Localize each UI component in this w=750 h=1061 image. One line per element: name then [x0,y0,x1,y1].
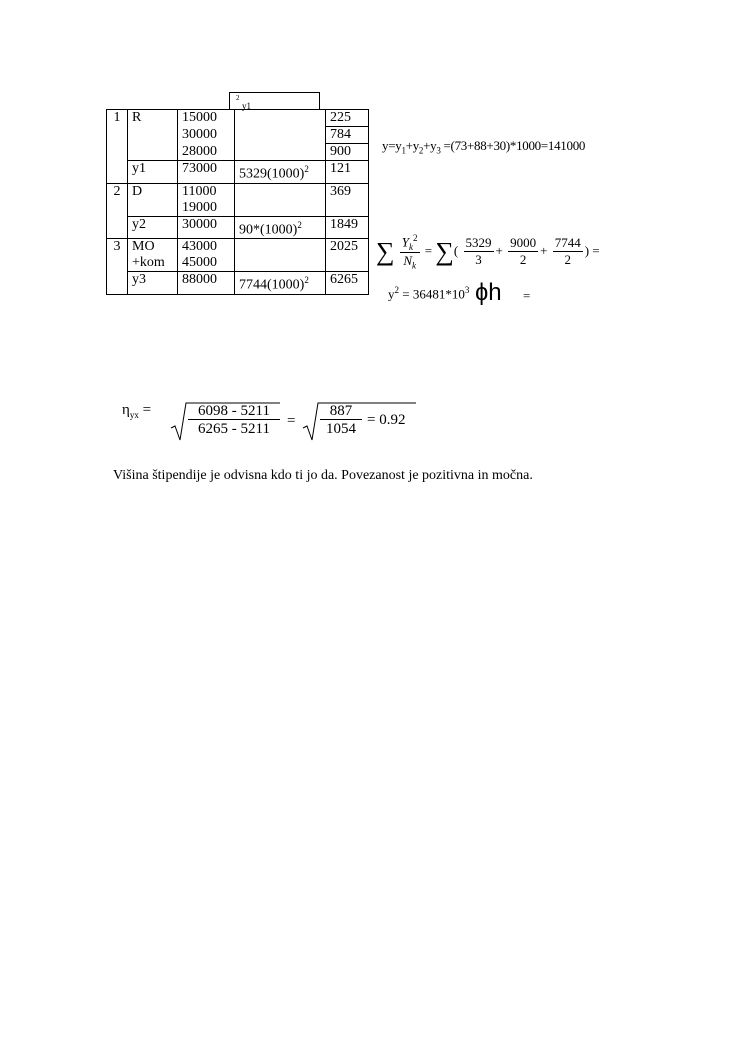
table-row [107,200,369,217]
cell-group-no [107,127,128,144]
cell-last: 900 [326,144,369,161]
cell-group-no: 2 [107,183,128,200]
cell-value: 30000 [178,216,235,239]
table-header-y1-squared [229,92,320,109]
cell-square [235,161,326,184]
cell-square [235,200,326,217]
square-exponent: 2 [304,275,309,286]
cell-value: 19000 [178,200,235,217]
cell-label [128,144,178,161]
cell-group-no [107,272,128,295]
cell-label: y2 [128,216,178,239]
table-row [107,161,369,184]
square-value: 90*(1000) [239,222,298,238]
square-value: 7744(1000) [239,277,305,293]
formula-eta: $\eta_{yx}$ = [122,402,152,420]
cell-value: 45000 [178,255,235,272]
cell-group-no [107,144,128,161]
cell-value: 15000 [178,110,235,127]
cell-label: +kom [128,255,178,272]
table-row [107,127,369,144]
cell-last: 121 [326,161,369,184]
square-exponent: 2 [304,164,309,174]
square-exponent: 2 [297,219,302,230]
eta-eq-2: = [287,413,296,429]
cell-group-no [107,216,128,239]
cell-label [128,200,178,217]
cell-label [128,127,178,144]
table-row [107,239,369,256]
table-row [107,183,369,200]
table-row [107,272,369,295]
cell-square [235,216,326,239]
eta-d2: 1054 [326,421,356,437]
cell-square [235,239,326,256]
data-table [106,109,369,295]
table-row [107,110,369,127]
formula-y-squared-tail: = [523,288,531,303]
conclusion-paragraph: Višina štipendije je odvisna kdo ti jo da. Povezanost je pozitivna in močna. [113,468,533,483]
table-row [107,216,369,239]
cell-label: R [128,110,178,127]
cell-last: 369 [326,183,369,200]
header-label: y1 $^2$ [236,94,251,111]
square-value: 5329(1000) [239,166,305,182]
eta-n2: 887 [320,403,362,420]
formula-sum-ratio: ∑ $\frac{Y_k^2}{N_k}$ = ∑( $\frac{5329}{3}$ + $\frac{9000}{2}$ + $\frac{7744}{2}$ ) = [376,233,600,271]
eta-d1: 6265 - 5211 [198,421,270,437]
cell-value: 28000 [178,144,235,161]
cell-group-no: 1 [107,110,128,127]
cell-label: y3 [128,272,178,295]
formula-y-squared: $y^2 = 36481*10^3$ [388,285,470,302]
cell-last [326,200,369,217]
cell-square [235,272,326,295]
cell-last [326,255,369,272]
cell-last: 225 [326,110,369,127]
cell-square [235,110,326,127]
eta-frac-1 [188,403,280,438]
cell-value: 88000 [178,272,235,295]
cell-last: 6265 [326,272,369,295]
cell-last: 1849 [326,216,369,239]
cell-square [235,183,326,200]
cell-value: 11000 [178,183,235,200]
cell-group-no [107,200,128,217]
cell-label: y1 [128,161,178,184]
cell-label: D [128,183,178,200]
cell-label: MO [128,239,178,256]
cell-square [235,255,326,272]
formula-y-total: $y=y_1+y_2+y_3 =(73+88+30)*1000=141000$ [382,138,586,156]
cell-group-no [107,161,128,184]
formula-glyph-overlay: ɸh [475,279,502,306]
eta-n1: 6098 - 5211 [188,403,280,420]
cell-group-no [107,255,128,272]
cell-value: 43000 [178,239,235,256]
table-row [107,255,369,272]
eta-result: = 0.92 [367,412,406,428]
table-row [107,144,369,161]
cell-square [235,127,326,144]
cell-last: 2025 [326,239,369,256]
cell-last: 784 [326,127,369,144]
cell-value: 73000 [178,161,235,184]
cell-square [235,144,326,161]
cell-value: 30000 [178,127,235,144]
eta-frac-2 [320,403,362,438]
cell-group-no: 3 [107,239,128,256]
